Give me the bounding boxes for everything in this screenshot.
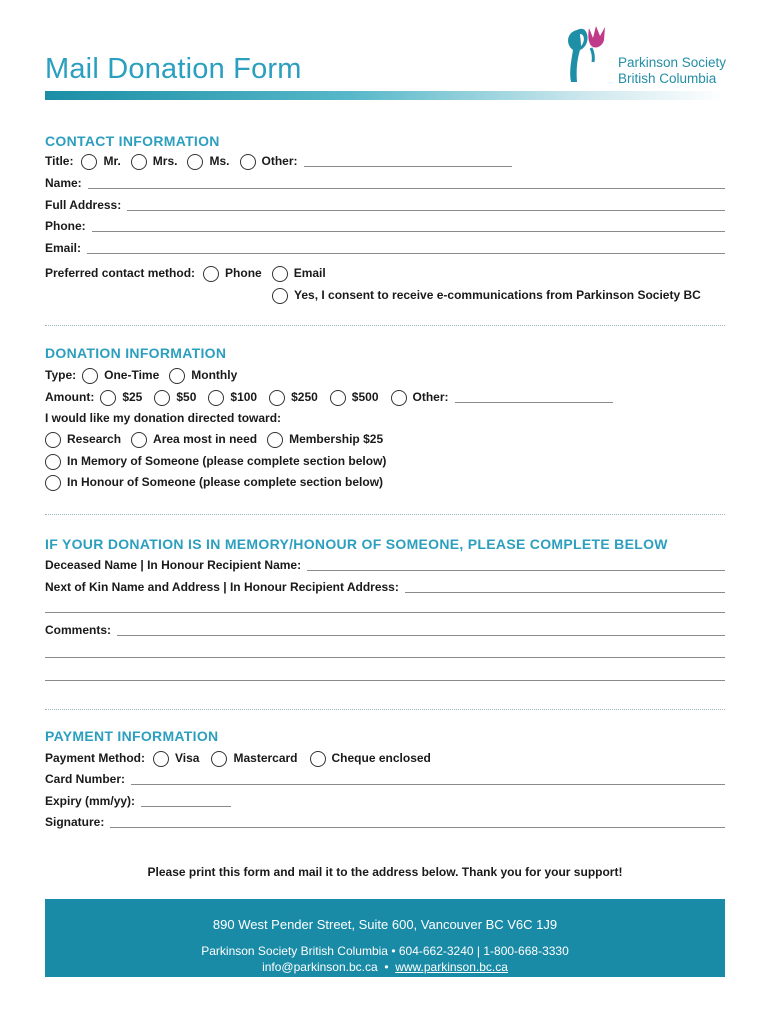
contact-section-heading: CONTACT INFORMATION xyxy=(45,133,220,149)
memory-option-row xyxy=(45,452,725,470)
radio-circle[interactable] xyxy=(81,154,97,170)
section-divider xyxy=(45,325,725,326)
radio-circle[interactable] xyxy=(203,266,219,282)
preferred-option-phone[interactable]: Phone xyxy=(203,266,262,282)
radio-circle[interactable] xyxy=(330,390,346,406)
radio-circle[interactable] xyxy=(240,154,256,170)
comments-input[interactable] xyxy=(117,635,725,636)
footer-org-phone: Parkinson Society British Columbia • 604-662-3240 | 1-800-668-3330 xyxy=(201,944,569,958)
radio-circle[interactable] xyxy=(82,368,98,384)
title-label: Title: xyxy=(45,154,74,168)
radio-circle[interactable] xyxy=(45,454,61,470)
expiry-row xyxy=(45,792,725,810)
address-row xyxy=(45,196,725,214)
radio-circle[interactable] xyxy=(45,475,61,491)
amount-option-100[interactable]: $100 xyxy=(208,390,257,406)
title-row xyxy=(45,152,725,170)
radio-circle[interactable] xyxy=(310,751,326,767)
radio-circle[interactable] xyxy=(154,390,170,406)
deceased-name-input[interactable] xyxy=(307,570,725,571)
signature-row xyxy=(45,813,725,831)
honour-option-row xyxy=(45,473,725,491)
name-input[interactable] xyxy=(88,188,725,189)
name-row xyxy=(45,174,725,192)
type-option-one-time[interactable]: One-Time xyxy=(82,368,159,384)
preferred-contact-label: Preferred contact method: xyxy=(45,266,196,280)
amount-option-250[interactable]: $250 xyxy=(269,390,318,406)
radio-circle[interactable] xyxy=(187,154,203,170)
type-label: Type: xyxy=(45,368,77,382)
comments-input-line3[interactable] xyxy=(45,680,725,681)
page-title: Mail Donation Form xyxy=(45,53,302,85)
radio-circle[interactable] xyxy=(208,390,224,406)
radio-circle[interactable] xyxy=(272,288,288,304)
payment-method-label: Payment Method: xyxy=(45,751,146,765)
footer-contact-panel xyxy=(45,899,725,977)
radio-circle[interactable] xyxy=(211,751,227,767)
tulip-p-logo-icon xyxy=(563,22,619,84)
kin-address-input[interactable] xyxy=(405,592,725,593)
amount-option-50[interactable]: $50 xyxy=(154,390,196,406)
expiry-input[interactable] xyxy=(141,806,231,807)
title-option-other[interactable]: Other: xyxy=(240,154,298,170)
title-other-input[interactable] xyxy=(304,166,512,167)
directed-option-research[interactable]: Research xyxy=(45,432,121,448)
radio-circle[interactable] xyxy=(131,154,147,170)
title-option-mr[interactable]: Mr. xyxy=(81,154,120,170)
phone-row xyxy=(45,217,725,235)
comments-row xyxy=(45,621,725,639)
directed-option-in-honour[interactable]: In Honour of Someone (please complete section below) xyxy=(45,475,383,491)
footer-email: info@parkinson.bc.ca xyxy=(262,960,378,974)
comments-input-line2[interactable] xyxy=(45,657,725,658)
preferred-contact-row xyxy=(45,264,725,282)
amount-other-input[interactable] xyxy=(455,402,613,403)
organization-logo xyxy=(563,22,733,84)
name-label: Name: xyxy=(45,176,82,190)
expiry-label: Expiry (mm/yy): xyxy=(45,794,136,808)
card-number-input[interactable] xyxy=(131,784,725,785)
payment-option-visa[interactable]: Visa xyxy=(153,751,199,767)
payment-section-heading: PAYMENT INFORMATION xyxy=(45,728,219,744)
amount-option-other[interactable]: Other: xyxy=(391,390,449,406)
kin-address-input-line2[interactable] xyxy=(45,612,725,613)
payment-option-cheque[interactable]: Cheque enclosed xyxy=(310,751,431,767)
radio-circle[interactable] xyxy=(131,432,147,448)
address-label: Full Address: xyxy=(45,198,122,212)
radio-circle[interactable] xyxy=(100,390,116,406)
directed-options-row xyxy=(45,430,725,448)
phone-input[interactable] xyxy=(92,231,725,232)
radio-circle[interactable] xyxy=(169,368,185,384)
address-input[interactable] xyxy=(127,210,725,211)
donation-section-heading: DONATION INFORMATION xyxy=(45,345,227,361)
phone-label: Phone: xyxy=(45,219,86,233)
footer-website-link[interactable]: www.parkinson.bc.ca xyxy=(395,960,508,974)
preferred-option-email[interactable]: Email xyxy=(272,266,326,282)
deceased-row xyxy=(45,556,725,574)
directed-option-in-memory[interactable]: In Memory of Someone (please complete section below) xyxy=(45,454,386,470)
title-option-ms[interactable]: Ms. xyxy=(187,154,229,170)
logo-text-line1: Parkinson Society xyxy=(618,55,727,70)
section-divider xyxy=(45,709,725,710)
directed-option-membership[interactable]: Membership $25 xyxy=(267,432,383,448)
title-option-mrs[interactable]: Mrs. xyxy=(131,154,178,170)
radio-circle[interactable] xyxy=(272,266,288,282)
card-number-label: Card Number: xyxy=(45,772,126,786)
type-option-monthly[interactable]: Monthly xyxy=(169,368,237,384)
logo-text-line2: British Columbia xyxy=(618,71,717,86)
signature-input[interactable] xyxy=(110,827,725,828)
deceased-label: Deceased Name | In Honour Recipient Name: xyxy=(45,558,302,572)
amount-option-500[interactable]: $500 xyxy=(330,390,379,406)
kin-row xyxy=(45,578,725,596)
payment-method-row xyxy=(45,749,725,767)
section-divider xyxy=(45,514,725,515)
comments-label: Comments: xyxy=(45,623,112,637)
type-row xyxy=(45,366,725,384)
footer-separator: • xyxy=(377,960,396,974)
radio-circle[interactable] xyxy=(45,432,61,448)
directed-option-area-most-in-need[interactable]: Area most in need xyxy=(131,432,257,448)
email-label: Email: xyxy=(45,241,82,255)
amount-row xyxy=(45,388,725,406)
signature-label: Signature: xyxy=(45,815,105,829)
card-number-row xyxy=(45,770,725,788)
email-row xyxy=(45,239,725,257)
mail-instructions: Please print this form and mail it to the address below. Thank you for your support! xyxy=(147,865,623,879)
radio-circle[interactable] xyxy=(391,390,407,406)
consent-row xyxy=(272,286,725,304)
directed-label-row xyxy=(45,409,725,427)
amount-option-25[interactable]: $25 xyxy=(100,390,142,406)
footer-address: 890 West Pender Street, Suite 600, Vancouver BC V6C 1J9 xyxy=(212,917,558,932)
footer-email-web xyxy=(45,960,725,974)
radio-circle[interactable] xyxy=(153,751,169,767)
title-underline-bar xyxy=(45,91,725,100)
email-input[interactable] xyxy=(87,253,725,254)
kin-label: Next of Kin Name and Address | In Honour Recipient Address: xyxy=(45,580,399,594)
radio-circle[interactable] xyxy=(269,390,285,406)
memory-section-heading: IF YOUR DONATION IS IN MEMORY/HONOUR OF SOMEONE, PLEASE COMPLETE BELOW xyxy=(45,536,668,552)
amount-label: Amount: xyxy=(45,390,95,404)
radio-circle[interactable] xyxy=(267,432,283,448)
payment-option-mastercard[interactable]: Mastercard xyxy=(211,751,297,767)
directed-label: I would like my donation directed toward: xyxy=(45,411,282,425)
consent-option[interactable]: Yes, I consent to receive e-communications from Parkinson Society BC xyxy=(272,288,701,304)
